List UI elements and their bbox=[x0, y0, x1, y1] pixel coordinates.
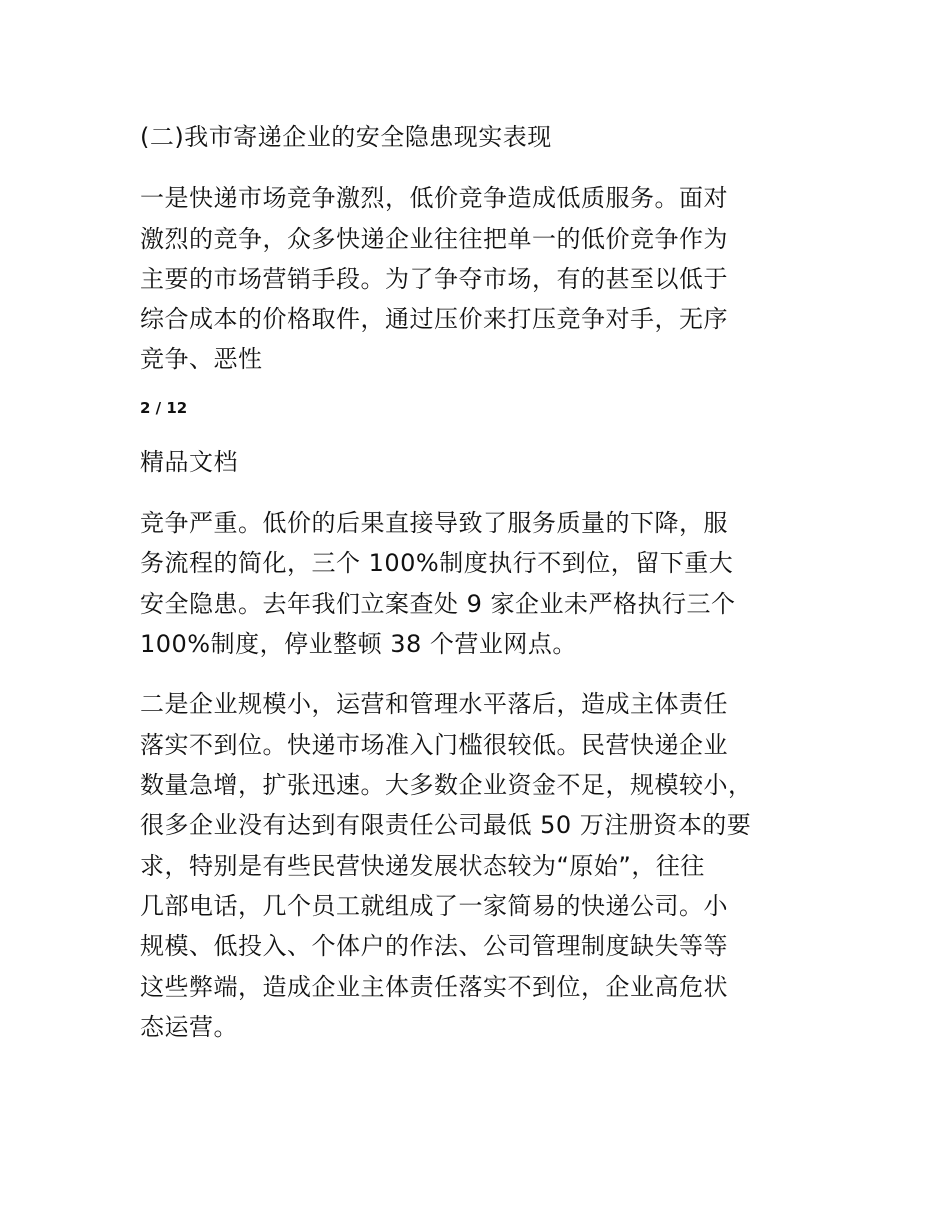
paragraph-line: 100%制度，停业整顿 38 个营业网点。 bbox=[140, 630, 577, 658]
paragraph-line: 安全隐患。去年我们立案查处 9 家企业未严格执行三个 bbox=[140, 590, 736, 618]
paragraph-line: 几部电话，几个员工就组成了一家简易的快递公司。小 bbox=[140, 892, 728, 920]
paragraph-line: 竞争、恶性 bbox=[140, 345, 263, 373]
paragraph-line: 求，特别是有些民营快递发展状态较为“原始”，往往 bbox=[140, 852, 705, 880]
paragraph-line: 很多企业没有达到有限责任公司最低 50 万注册资本的要 bbox=[140, 811, 752, 839]
paragraph-line: 激烈的竞争，众多快递企业往往把单一的低价竞争作为 bbox=[140, 225, 728, 253]
section-heading: (二)我市寄递企业的安全隐患现实表现 bbox=[140, 123, 552, 151]
paragraph-line: 务流程的简化，三个 100%制度执行不到位，留下重大 bbox=[140, 549, 734, 577]
paragraph-line: 数量急增，扩张迅速。大多数企业资金不足，规模较小， bbox=[140, 771, 753, 799]
page-number: 2 / 12 bbox=[140, 399, 188, 417]
paragraph-line: 主要的市场营销手段。为了争夺市场，有的甚至以低于 bbox=[140, 265, 728, 293]
paragraph-line: 这些弊端，造成企业主体责任落实不到位，企业高危状 bbox=[140, 973, 728, 1001]
paragraph-line: 一是快递市场竞争激烈，低价竞争造成低质服务。面对 bbox=[140, 184, 728, 212]
paragraph-line: 态运营。 bbox=[140, 1013, 238, 1041]
paragraph-line: 落实不到位。快递市场准入门槛很较低。民营快递企业 bbox=[140, 731, 728, 759]
paragraph-line: 二是企业规模小，运营和管理水平落后，造成主体责任 bbox=[140, 690, 728, 718]
paragraph-line: 规模、低投入、个体户的作法、公司管理制度缺失等等 bbox=[140, 932, 728, 960]
paragraph-line: 综合成本的价格取件，通过压价来打压竞争对手，无序 bbox=[140, 305, 728, 333]
paragraph-line: 竞争严重。低价的后果直接导致了服务质量的下降，服 bbox=[140, 509, 728, 537]
header-label: 精品文档 bbox=[140, 448, 238, 476]
